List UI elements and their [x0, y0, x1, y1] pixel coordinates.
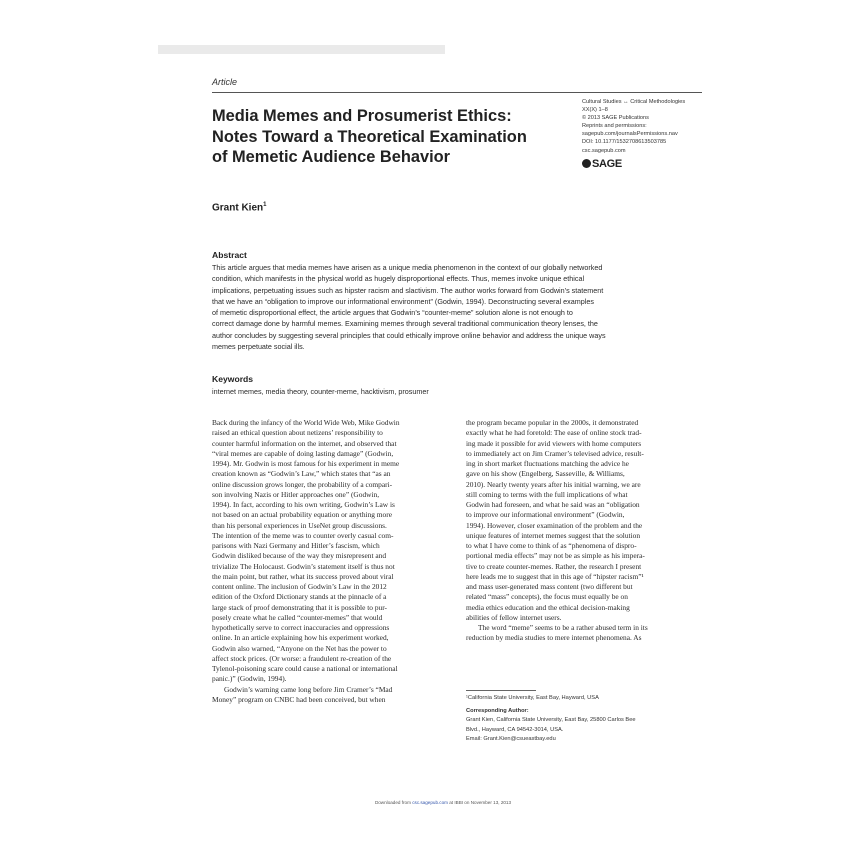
corresponding-author-heading: Corresponding Author: — [466, 708, 529, 715]
body-line: still coming to terms with the full implications of what — [466, 489, 628, 499]
body-line: online. In an article explaining how his experiment worked, — [212, 633, 389, 643]
body-line: than his personal experiences in UseNet group discussions. — [212, 520, 387, 530]
body-line: related “mass” concepts), the focus must equally be on — [466, 592, 628, 602]
footer-link[interactable]: csc.sagepub.com — [412, 800, 448, 805]
body-line: posely create what he called “counter-memes” that would — [212, 612, 383, 622]
body-line: panic.)” (Godwin, 1994). — [212, 674, 287, 684]
body-line: edition of the Oxford Dictionary stands at the pinnacle of a — [212, 592, 387, 602]
body-line: gave on his show (Engelberg, Sasseville, & Williams, — [466, 469, 625, 479]
abstract-heading: Abstract — [212, 250, 247, 260]
body-line: unique features of internet memes suggest that the solution — [466, 530, 641, 540]
body-line: Back during the infancy of the World Wide Web, Mike Godwin — [212, 418, 400, 427]
body-column-left — [212, 418, 449, 705]
author-name — [212, 202, 266, 213]
journal-doi: DOI: 10.1177/1532708613503785 — [582, 139, 667, 146]
abstract-line: This article argues that media memes have arisen as a unique media phenomenon in the context of our globally networked — [212, 263, 603, 272]
body-line: portional media effects” may not be as simple as his impera- — [466, 551, 645, 561]
body-line: to improve our informational environment” (Godwin, — [466, 510, 625, 520]
abstract-line: of memetic disproportional effect, the article argues that Godwin’s “counter-meme” solution alone is not enough to — [212, 308, 573, 318]
header-rule — [212, 92, 702, 93]
body-line: trivialize The Holocaust. Godwin’s statement itself is thus not — [212, 561, 395, 571]
body-line: Tylenol-poisoning scare could cause a national or international — [212, 664, 398, 673]
journal-name: Cultural Studies ↔ Critical Methodologies — [582, 99, 686, 105]
sage-logo-text: SAGE — [592, 158, 622, 170]
title-line: Notes Toward a Theoretical Examination — [212, 127, 527, 146]
body-line: parisons with Nazi Germany and Hitler’s fascism, which — [212, 541, 380, 550]
body-line: The word “meme” seems to be a rather abused term in its — [478, 623, 648, 632]
body-line: ing made it possible for avid viewers with home computers — [466, 438, 642, 448]
journal-reprints: Reprints and permissions: — [582, 123, 647, 130]
keywords-text — [212, 386, 429, 397]
journal-site: csc.sagepub.com — [582, 147, 626, 154]
body-line: 1994). In fact, according to his own writing, Godwin’s Law is — [212, 500, 395, 509]
journal-permissions: sagepub.com/journalsPermissions.nav — [582, 131, 678, 138]
abstract-line: correct damage done by harmful memes. Examining memes through several traditional communication theory lenses, the — [212, 319, 598, 329]
body-line: Money” program on CNBC had been conceived, but when — [212, 694, 386, 704]
body-line: hypothetically serve to correct inaccuracies and oppressions — [212, 623, 390, 632]
body-line: Godwin also warned, “Anyone on the Net has the power to — [212, 643, 387, 653]
abstract-line: implications, perpetuating issues such as hipster racism and slactivism. The author works forward from Godwin’s statement — [212, 285, 604, 295]
author-name-text: Grant Kien — [212, 202, 264, 214]
body-line: exactly what he had foretold: The ease of online stock trad- — [466, 428, 642, 438]
footer-prefix: Downloaded from — [374, 800, 413, 805]
body-line: the main point, but rather, what its success proved about viral — [212, 571, 394, 581]
body-line: 1994). However, closer examination of the problem and the — [466, 520, 643, 530]
article-title — [212, 106, 572, 168]
body-line: ing in short market fluctuations matching the advice he — [466, 459, 629, 468]
body-line: The intention of the meme was to counter overly casual com- — [212, 530, 394, 540]
body-column-right — [466, 418, 703, 644]
body-line: not based on an actual probability equation or anything more — [212, 510, 392, 520]
body-line: large stack of proof demonstrating that it is possible to pur- — [212, 602, 388, 612]
body-line: reduction by media studies to mere internet phenomena. As — [466, 633, 642, 643]
abstract-line: condition, which manifests in the physical world as hugely disproportional effects. Thus, memes invoke unique ethical — [212, 274, 585, 284]
journal-copyright: © 2013 SAGE Publications — [582, 115, 649, 122]
body-line: content online. The inclusion of Godwin’s Law in the 2012 — [212, 582, 387, 591]
body-line: Godwin disliked because of the way they misrepresent and — [212, 551, 387, 561]
corresponding-line: Grant Kien, California State University, East Bay, 25800 Carlos Bee — [466, 717, 636, 724]
section-label: Article — [212, 77, 238, 87]
abstract-text — [212, 262, 702, 352]
body-line: to immediately act on Jim Cramer’s televised advice, result- — [466, 448, 644, 458]
body-line: counter harmful information on the internet, and observed that — [212, 438, 397, 448]
sage-logo-icon — [582, 159, 591, 168]
footnotes — [466, 694, 636, 744]
affiliation-mark: 1 — [263, 202, 267, 208]
sage-logo — [582, 158, 622, 170]
affiliation-footnote: ¹California State University, East Bay, Hayward, USA — [466, 695, 599, 701]
body-line: and mass user-generated mass content (two different but — [466, 582, 633, 591]
body-line: “viral memes are capable of doing lasting damage” (Godwin, — [212, 448, 394, 458]
body-line: here leads me to suggest that in this age of “hipster racism”¹ — [466, 571, 644, 581]
body-line: online discussion grows longer, the probability of a compari- — [212, 479, 393, 489]
top-banner-bar — [158, 45, 445, 54]
body-line: abilities of fellow internet users. — [466, 612, 562, 622]
body-line: creation known as “Godwin’s Law,” which states that “as an — [212, 469, 391, 479]
body-line: 2010). Nearly twenty years after his initial warning, we are — [466, 479, 641, 489]
abstract-line: memes perpetuate social ills. — [212, 342, 305, 352]
corresponding-email: Email: Grant.Kien@csueastbay.edu — [466, 735, 556, 742]
body-line: Godwin’s warning came long before Jim Cramer’s “Mad — [224, 684, 393, 694]
title-line: Media Memes and Prosumerist Ethics: — [212, 107, 512, 125]
download-footer — [0, 800, 860, 805]
journal-info — [582, 98, 685, 155]
abstract-line: author concludes by suggesting several principles that could ethically improve online behavior and address the unique ways — [212, 330, 606, 340]
body-line: affect stock prices. (Or worse: a fraudulent re-creation of the — [212, 653, 392, 663]
keywords-heading: Keywords — [212, 374, 254, 384]
body-line: media ethics education and the ethical decision-making — [466, 602, 630, 612]
footnote-rule — [466, 690, 536, 691]
corresponding-line: Blvd., Hayward, CA 94542-3014, USA. — [466, 726, 564, 733]
keywords-line: internet memes, media theory, counter-meme, hacktivism, prosumer — [212, 387, 429, 396]
footer-suffix: at IBBI on November 13, 2013 — [447, 800, 512, 805]
body-line: Godwin had foreseen, and what he said was an “obligation — [466, 500, 640, 509]
journal-volume: XX(X) 1–8 — [582, 107, 608, 114]
body-line: the program became popular in the 2000s, it demonstrated — [466, 418, 639, 427]
body-line: raised an ethical question about netizens’ responsibility to — [212, 428, 383, 438]
body-line: son involving Nazis or Hitler approaches one” (Godwin, — [212, 489, 380, 499]
body-line: to what I have come to think of as “phenomena of dispro- — [466, 541, 637, 550]
body-line: tive to create counter-memes. Rather, the research I present — [466, 561, 642, 571]
title-line: of Memetic Audience Behavior — [212, 148, 451, 166]
body-line: 1994). Mr. Godwin is most famous for his experiment in meme — [212, 459, 400, 468]
abstract-line: that we have an “obligation to improve our informational environment” (Godwin, 1994). Deconstructing several examples — [212, 296, 594, 306]
